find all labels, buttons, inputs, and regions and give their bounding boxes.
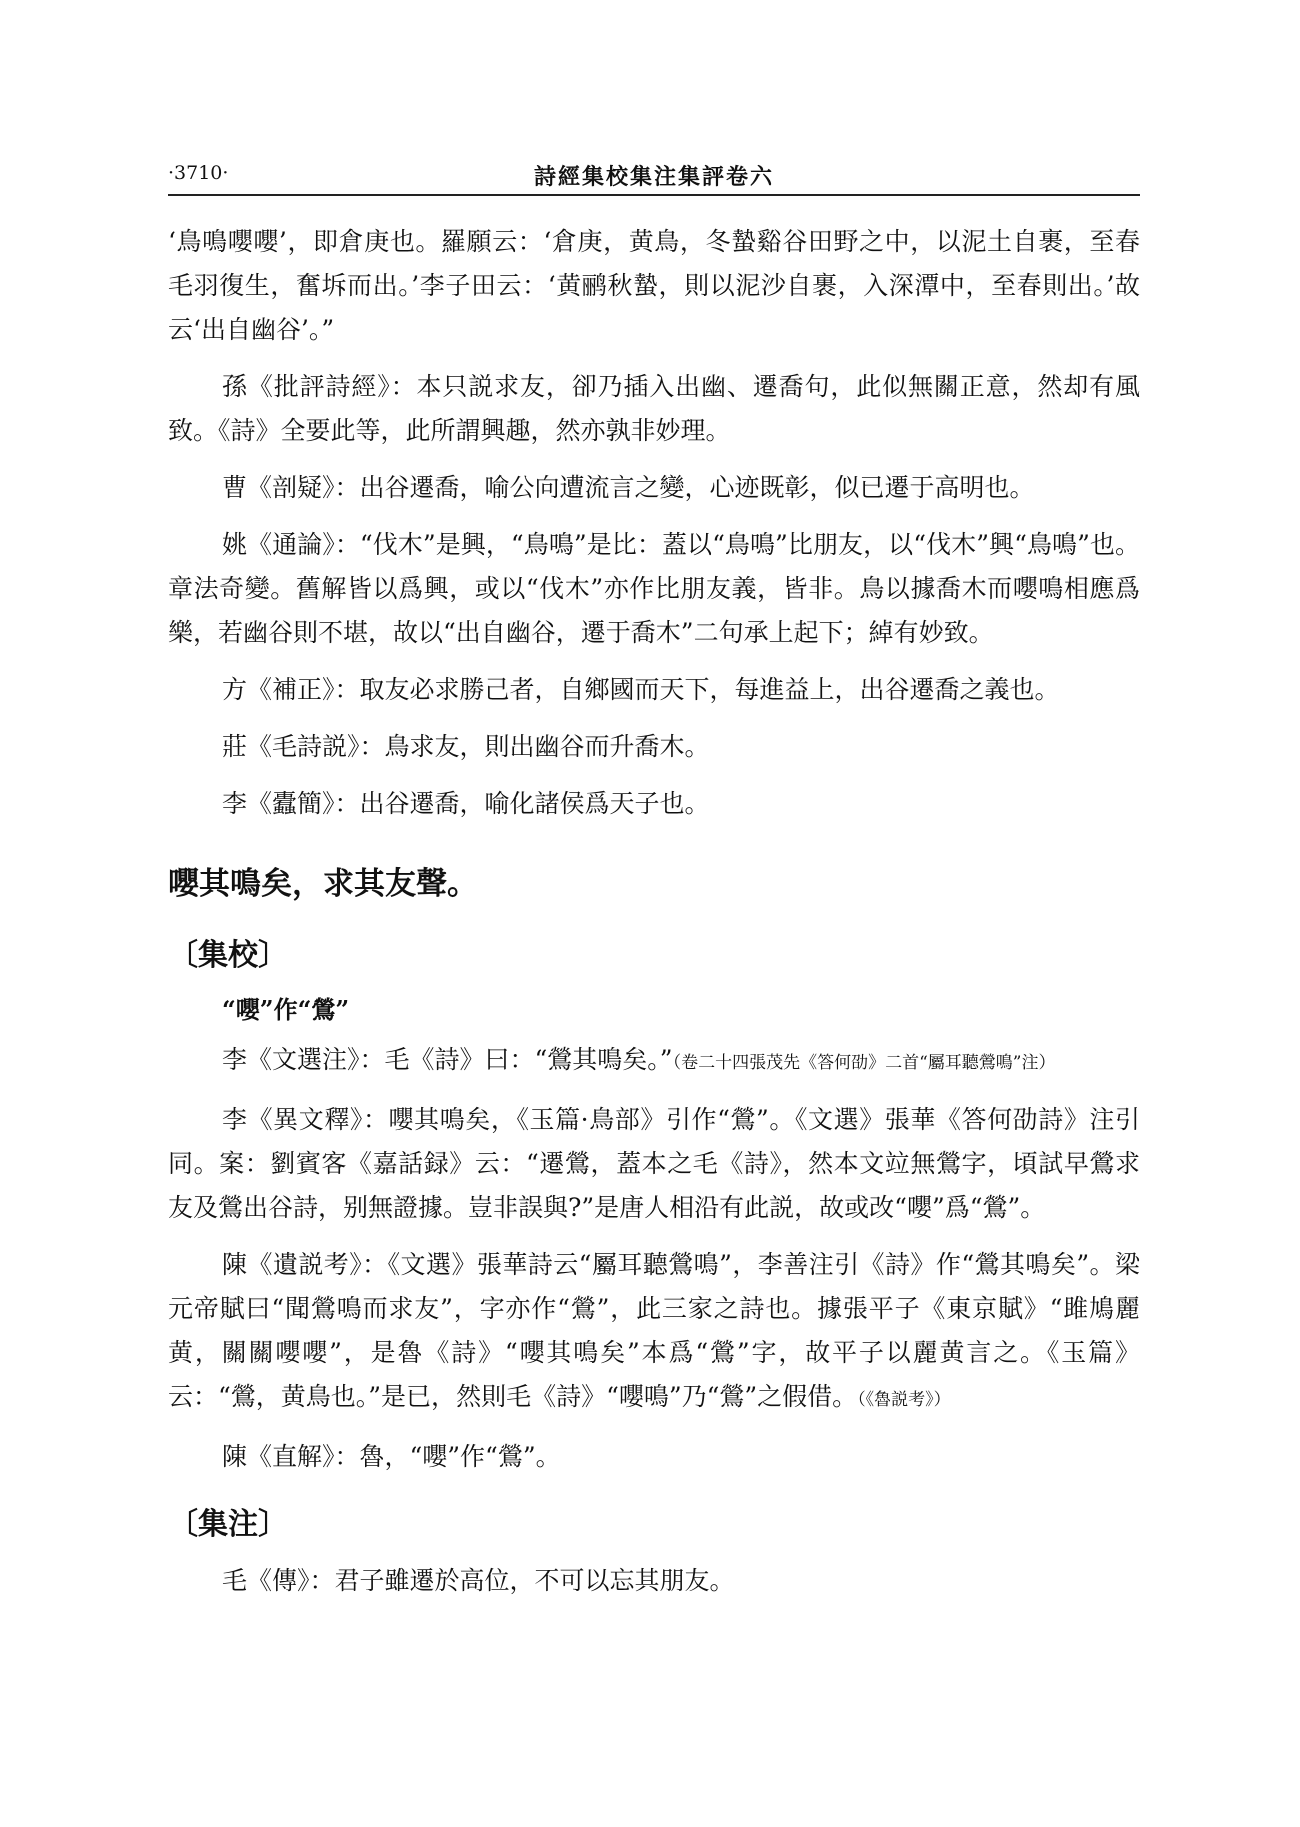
- paragraph-li-yiwenshi: 李《異文釋》：嚶其鳴矣，《玉篇·鳥部》引作“鶯”。《文選》張華《答何劭詩》注引同。案：劉賓客《嘉話録》云：“遷鶯，蓋本之毛《詩》，然本文竝無鶯字，頃試早鶯求友及鶯出谷詩，别無證據。豈非誤與?”是唐人相沿有此説，故或改“嚶”爲“鶯”。: [168, 1105, 1140, 1222]
- paragraph-sun-piping: 孫《批評詩經》：本只説求友，卻乃插入出幽、遷喬句，此似無關正意，然却有風致。《詩》全要此等，此所謂興趣，然亦孰非妙理。: [168, 372, 1140, 445]
- paragraph-chen-zhijie: 陳《直解》：魯，“嚶”作“鶯”。: [222, 1442, 561, 1471]
- page-body: [168, 220, 1140, 1616]
- paragraph-note: （卷二十四張茂先《答何劭》二首“屬耳聽鶯鳴”注）: [672, 1053, 1056, 1073]
- paragraph-cao-pouyi: 曹《剖疑》：出谷遷喬，喻公向遭流言之變，心迹既彰，似已遷于高明也。: [222, 473, 1035, 502]
- variant-heading: “嚶”作“鶯”: [222, 995, 350, 1024]
- paragraph-chen-yishuokao: [168, 1243, 1140, 1422]
- section-heading-jijiao: 〔集校〕: [168, 938, 288, 973]
- paragraph-fang-buzheng: 方《補正》：取友必求勝己者，自鄉國而天下，每進益上，出谷遷喬之義也。: [222, 675, 1060, 704]
- paragraph-mao-zhuan: 毛《傳》：君子雖遷於高位，不可以忘其朋友。: [222, 1566, 735, 1595]
- verse-line: 嚶其鳴矣，求其友聲。: [168, 866, 478, 902]
- paragraph-yao-tonglun: 姚《通論》：“伐木”是興，“鳥鳴”是比：蓋以“鳥鳴”比朋友，以“伐木”興“鳥鳴”也。章法奇變。舊解皆以爲興，或以“伐木”亦作比朋友義，皆非。鳥以據喬木而嚶鳴相應爲樂，若幽谷則不堪，故以“出自幽谷，遷于喬木”二句承上起下；綽有妙致。: [168, 530, 1140, 647]
- paragraph-li-dujian: 李《蠹簡》：出谷遷喬，喻化諸侯爲天子也。: [222, 789, 710, 818]
- page-number: ·3710·: [168, 162, 229, 184]
- paragraph-text: 陳《遺説考》：《文選》張華詩云“屬耳聽鶯鳴”，李善注引《詩》作“鶯其鳴矣”。梁元帝賦曰“聞鶯鳴而求友”，字亦作“鶯”，此三家之詩也。據張平子《東京賦》“雎鳩麗黄，關關嚶嚶”，是魯《詩》“嚶其鳴矣”本爲“鶯”字，故平子以麗黄言之。《玉篇》云：“鶯，黄鳥也。”是已，然則毛《詩》“嚶鳴”乃“鶯”之假借。: [168, 1250, 1140, 1411]
- paragraph-zhuang-maoshishuo: 莊《毛詩説》：鳥求友，則出幽谷而升喬木。: [222, 732, 710, 761]
- paragraph-li-wenxuanzhu: [168, 1038, 1140, 1085]
- paragraph-text: 李《文選注》：毛《詩》曰：“鶯其鳴矣。”: [222, 1045, 673, 1074]
- paragraph-note: （《魯説考》）: [857, 1390, 951, 1410]
- page-header: [168, 158, 1140, 196]
- running-title: 詩經集校集注集評卷六: [533, 164, 774, 190]
- paragraph-continued: ‘鳥鳴嚶嚶’，即倉庚也。羅願云：‘倉庚，黄鳥，冬蟄谿谷田野之中，以泥土自裹，至春毛羽復生，奮坼而出。’李子田云：‘黄鹂秋蟄，則以泥沙自裹，入深潭中，至春則出。’故云‘出自幽谷’。”: [168, 227, 1140, 344]
- section-heading-jizhu: 〔集注〕: [168, 1507, 288, 1542]
